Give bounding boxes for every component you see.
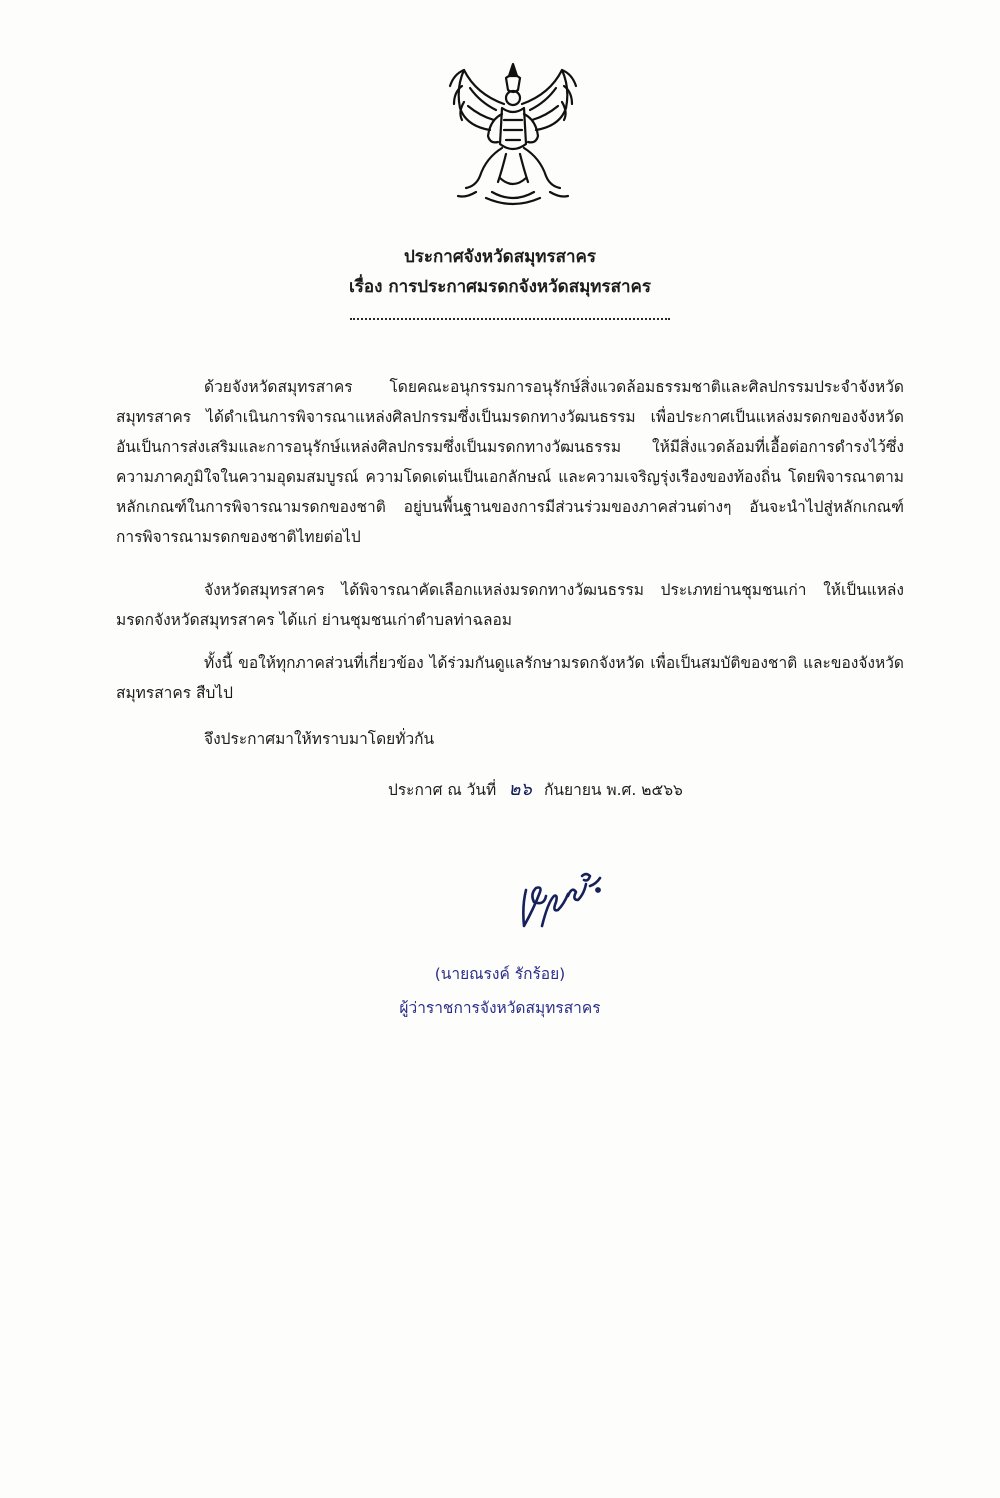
body-paragraph-1: ด้วยจังหวัดสมุทรสาคร โดยคณะอนุกรรมการอนุรักษ์สิ่งแวดล้อมธรรมชาติและศิลปกรรมประจำจังหวัดสมุทรสาคร ได้ดำเนินการพิจารณาแหล่งศิลปกรรมซึ่งเป็นมรดกทางวัฒนธรรม เพื่อประกาศเป็นแหล่งมรดกของจังหวัด อันเป็นการส่งเสริมและการอนุรักษ์แหล่งศิลปกรรมซึ่งเป็นมรดกทางวัฒนธรรม ให้มีสิ่งแวดล้อมที่เอื้อต่อการดำรงไว้ซึ่งความภาคภูมิใจในความอุดมสมบูรณ์ ความโดดเด่นเป็นเอกลักษณ์ และความเจริญรุ่งเรืองของท้องถิ่น โดยพิจารณาตามหลักเกณฑ์ในการพิจารณามรดกของชาติ อยู่บนพื้นฐานของการมีส่วนร่วมของภาคส่วนต่างๆ อันจะนำไปสู่หลักเกณฑ์การพิจารณามรดกของชาติไทยต่อไป [116, 378, 904, 546]
dateline-day: ๒๖ [508, 779, 532, 800]
announcement-title: ประกาศจังหวัดสมุทรสาคร [403, 247, 597, 267]
title-divider [350, 312, 670, 320]
dateline-month-year: กันยายน พ.ศ. ๒๕๖๖ [544, 781, 683, 799]
signer-position: ผู้ว่าราชการจังหวัดสมุทรสาคร [399, 999, 601, 1017]
dateline [388, 775, 683, 805]
body-paragraph-2: จังหวัดสมุทรสาคร ได้พิจารณาคัดเลือกแหล่งมรดกทางวัฒนธรรม ประเภทย่านชุมชนเก่า ให้เป็นแหล่งมรดกจังหวัดสมุทรสาคร ได้แก่ ย่านชุมชนเก่าตำบลท่าฉลอม [116, 581, 904, 629]
signer-name: (นายณรงค์ รักร้อย) [434, 965, 566, 983]
signature-icon [512, 866, 608, 936]
dateline-prefix: ประกาศ ณ วันที่ [388, 781, 497, 799]
garuda-emblem-icon [446, 58, 580, 210]
closing-line: จึงประกาศมาให้ทราบมาโดยทั่วกัน [204, 730, 435, 748]
body-paragraph-3: ทั้งนี้ ขอให้ทุกภาคส่วนที่เกี่ยวข้อง ได้ร่วมกันดูแลรักษามรดกจังหวัด เพื่อเป็นสมบัติของชาติ และของจังหวัดสมุทรสาคร สืบไป [116, 654, 904, 702]
announcement-subject: เรื่อง การประกาศมรดกจังหวัดสมุทรสาคร [348, 277, 652, 297]
